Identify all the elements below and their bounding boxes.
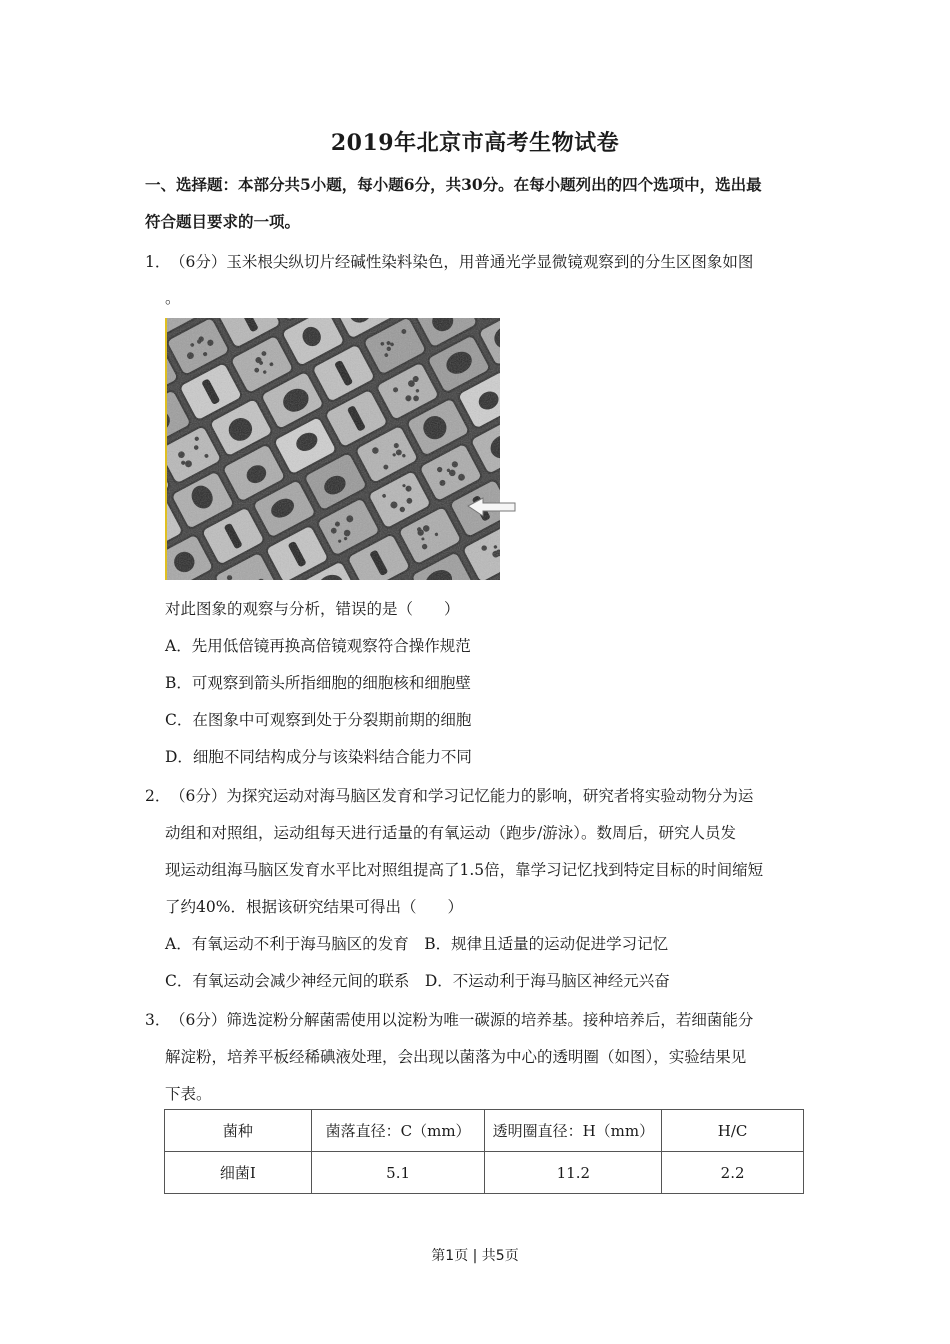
table-cell: 2.2 — [662, 1152, 804, 1194]
question-2-options-row2: C．有氧运动会减少神经元间的联系 D．不运动利于海马脑区神经元兴奋 — [165, 972, 670, 990]
table-header-row — [165, 1110, 804, 1152]
question-1-option-b: B．可观察到箭头所指细胞的细胞核和细胞壁 — [165, 674, 471, 692]
question-3-stem-line1: （6分）筛选淀粉分解菌需使用以淀粉为唯一碳源的培养基。接种培养后，若细菌能分 — [170, 1011, 754, 1029]
table-row — [165, 1152, 804, 1194]
table-cell: 11.2 — [485, 1152, 662, 1194]
question-1-option-d: D．细胞不同结构成分与该染料结合能力不同 — [165, 748, 472, 766]
table-cell: 细菌Ⅰ — [165, 1152, 312, 1194]
question-2-stem-line3: 现运动组海马脑区发育水平比对照组提高了1.5倍，靠学习记忆找到特定目标的时间缩短 — [165, 861, 764, 879]
table-header-cell: 菌落直径：C（mm） — [311, 1110, 485, 1152]
page-title: 2019年北京市高考生物试卷 — [330, 130, 620, 156]
question-2-number: 2． — [145, 787, 171, 805]
question-1-stem-line2: 。 — [165, 289, 181, 307]
question-1-prompt: 对此图象的观察与分析，错误的是（ ） — [165, 600, 460, 618]
table-header-cell: 透明圈直径：H（mm） — [485, 1110, 662, 1152]
table-header-cell: H/C — [662, 1110, 804, 1152]
question-1-option-a: A．先用低倍镜再换高倍镜观察符合操作规范 — [165, 637, 471, 655]
micrograph-image — [165, 318, 535, 580]
question-1-stem-line1: （6分）玉米根尖纵切片经碱性染料染色，用普通光学显微镜观察到的分生区图象如图 — [170, 253, 754, 271]
question-1-number: 1． — [145, 253, 171, 271]
question-2-stem-line4: 了约40%．根据该研究结果可得出（ ） — [165, 898, 463, 916]
section-heading-line2: 符合题目要求的一项。 — [145, 212, 301, 231]
question-2-options-row1: A．有氧运动不利于海马脑区的发育 B．规律且适量的运动促进学习记忆 — [165, 935, 669, 953]
question-2-stem-line1: （6分）为探究运动对海马脑区发育和学习记忆能力的影响，研究者将实验动物分为运 — [170, 787, 754, 805]
page-footer: 第1页 | 共5页 — [431, 1248, 519, 1264]
question-3-stem-line3: 下表。 — [165, 1085, 212, 1103]
question-3-number: 3． — [145, 1011, 171, 1029]
question-1-option-c: C．在图象中可观察到处于分裂期前期的细胞 — [165, 711, 472, 729]
table-cell: 5.1 — [311, 1152, 485, 1194]
question-3-stem-line2: 解淀粉，培养平板经稀碘液处理，会出现以菌落为中心的透明圈（如图），实验结果见 — [165, 1048, 747, 1066]
question-2-stem-line2: 动组和对照组，运动组每天进行适量的有氧运动（跑步/游泳）。数周后，研究人员发 — [165, 824, 736, 842]
section-heading-line1: 一、选择题：本部分共5小题，每小题6分，共30分。在每小题列出的四个选项中，选出最 — [145, 175, 762, 194]
results-table — [164, 1109, 804, 1194]
table-header-cell: 菌种 — [165, 1110, 312, 1152]
